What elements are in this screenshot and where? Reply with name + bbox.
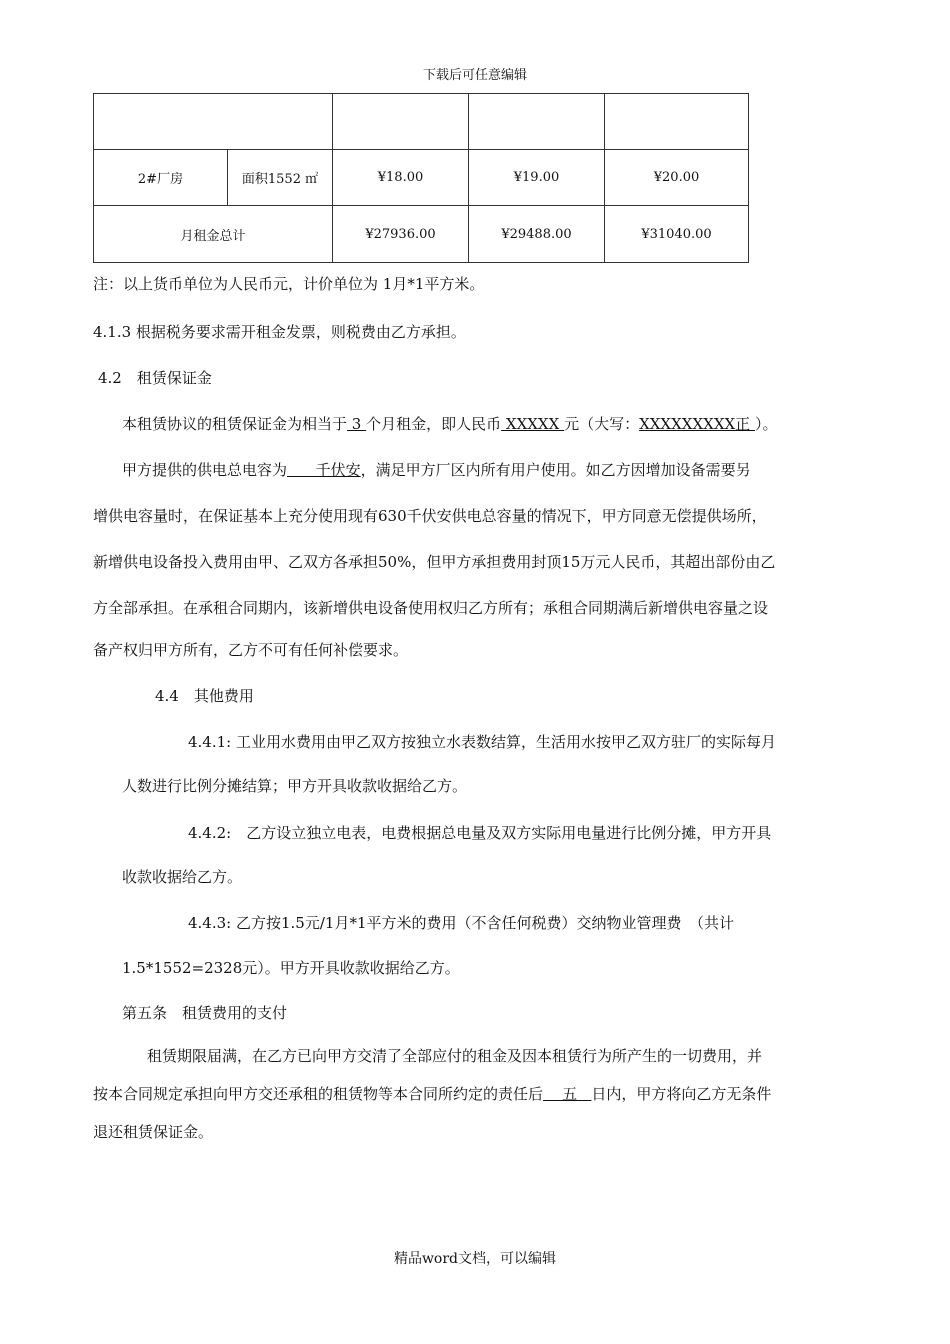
power-line-4: 方全部承担。在承租合同期内，该新增供电设备使用权归乙方所有；承租合同期满后新增供电容量之设 [93, 599, 769, 617]
clause-4-4-2-line-2: 收款收据给乙方。 [122, 868, 243, 886]
return-days-blank: 五 [543, 1085, 592, 1103]
clause-4-1-3: 4.1.3 根据税务要求需开租金发票，则税费由乙方承担。 [93, 323, 466, 341]
price-cell-3: ¥20.00 [605, 150, 749, 206]
clause-4-4-1-line-1: 4.4.1: 工业用水费用由甲乙双方按独立水表数结算，生活用水按甲乙双方驻厂的实际每月 [188, 733, 776, 751]
deposit-text-mid: 个月租金，即人民币 [366, 415, 502, 433]
rent-price-table [93, 93, 749, 263]
price-cell-1: ¥18.00 [333, 150, 469, 206]
deposit-paragraph [122, 413, 777, 434]
power-text-pre: 甲方提供的供电总电容为 [122, 461, 288, 479]
page-header-note: 下载后可任意编辑 [422, 68, 527, 83]
heading-4-4: 4.4 其他费用 [155, 687, 254, 705]
deposit-text-pre: 本租赁协议的租赁保证金为相当于 [122, 415, 348, 433]
table-cell [94, 94, 333, 150]
price-cell-2: ¥19.00 [469, 150, 605, 206]
page-footer-note: 精品word文档，可以编辑 [393, 1251, 557, 1267]
power-capacity-blank: 千伏安 [287, 461, 361, 479]
deposit-text-post: ）。 [754, 415, 778, 433]
table-row-total [94, 206, 749, 263]
article-5-text-post: 日内，甲方将向乙方无条件 [591, 1085, 772, 1103]
power-line-5: 备产权归甲方所有，乙方不可有任何补偿要求。 [93, 641, 409, 659]
heading-4-2: 4.2 租赁保证金 [98, 369, 212, 387]
total-label-cell: 月租金总计 [94, 206, 333, 263]
table-cell [605, 94, 749, 150]
clause-4-4-3-line-2: 1.5*1552=2328元）。甲方开具收款收据给乙方。 [122, 959, 460, 977]
deposit-words-blank: XXXXXXXXX正 [639, 415, 755, 433]
table-row-factory-2 [94, 150, 749, 206]
deposit-text-mid2: 元（大写： [564, 415, 640, 433]
article-5-text-pre: 按本合同规定承担向甲方交还承租的租赁物等本合同所约定的责任后 [93, 1085, 544, 1103]
clause-4-4-3-line-1: 4.4.3: 乙方按1.5元/1月*1平方米的费用（不含任何税费）交纳物业管理费 （共计 [188, 914, 734, 932]
article-5-line-1: 租赁期限届满，在乙方已向甲方交清了全部应付的租金及因本租赁行为所产生的一切费用，并 [147, 1047, 763, 1065]
deposit-amount-blank: XXXXX [501, 415, 565, 433]
factory-name-cell: 2#厂房 [94, 150, 228, 206]
total-cell-1: ¥27936.00 [333, 206, 469, 263]
factory-area-cell: 面积1552 ㎡ [228, 150, 333, 206]
total-cell-2: ¥29488.00 [469, 206, 605, 263]
clause-4-4-2-line-1: 4.4.2: 乙方设立独立电表，电费根据总电量及双方实际用电量进行比例分摊，甲方开具 [188, 824, 772, 842]
article-5-heading: 第五条 租赁费用的支付 [122, 1004, 288, 1022]
power-line-1 [122, 459, 751, 480]
table-cell [469, 94, 605, 150]
table-row-empty [94, 94, 749, 150]
table-cell [333, 94, 469, 150]
total-cell-3: ¥31040.00 [605, 206, 749, 263]
currency-note: 注：以上货币单位为人民币元，计价单位为 1月*1平方米。 [93, 275, 485, 293]
article-5-line-3: 退还租赁保证金。 [93, 1123, 214, 1141]
power-line-2: 增供电容量时，在保证基本上充分使用现有630千伏安供电总容量的情况下，甲方同意无偿提供场所， [93, 507, 767, 525]
deposit-months-blank: 3 [347, 415, 367, 433]
article-5-line-2 [93, 1083, 771, 1104]
clause-4-4-1-line-2: 人数进行比例分摊结算；甲方开具收款收据给乙方。 [122, 777, 468, 795]
power-text-post: ，满足甲方厂区内所有用户使用。如乙方因增加设备需要另 [360, 461, 751, 479]
power-line-3: 新增供电设备投入费用由甲、乙双方各承担50%，但甲方承担费用封顶15万元人民币，其超出部份由乙 [93, 553, 776, 571]
